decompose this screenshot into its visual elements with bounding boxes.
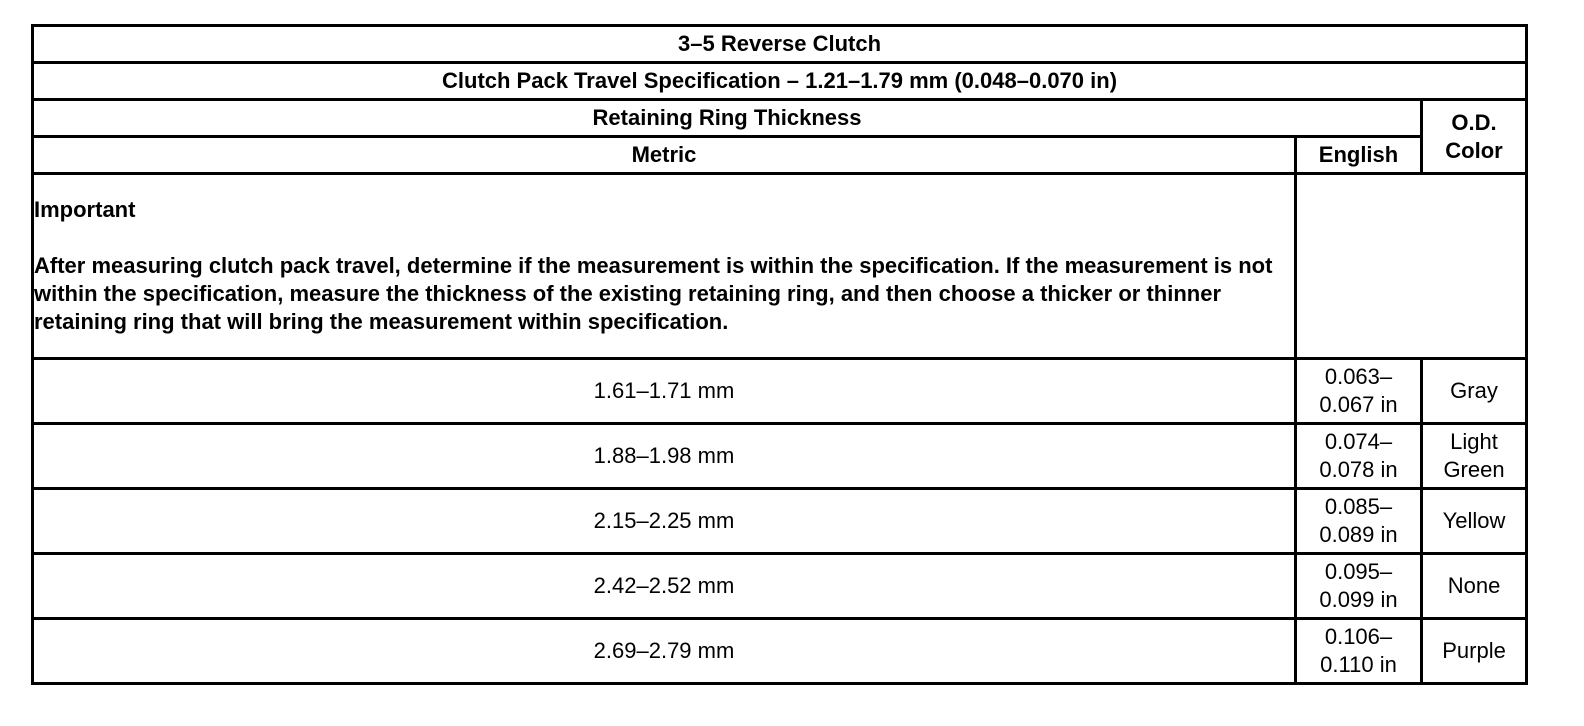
column-header-row <box>33 137 1527 174</box>
table-row <box>33 619 1527 684</box>
od-color-value <box>1422 359 1527 424</box>
important-note <box>33 174 1296 359</box>
table-title: 3–5 Reverse Clutch <box>33 26 1527 63</box>
od-color-value-line2: Green <box>1443 457 1505 482</box>
od-color-header <box>1422 100 1527 174</box>
retaining-ring-spec-table <box>31 24 1528 685</box>
metric-value: 1.88–1.98 mm <box>33 424 1296 489</box>
metric-value: 2.69–2.79 mm <box>33 619 1296 684</box>
english-value-line2: 0.110 in <box>1320 652 1397 677</box>
english-value-line1: 0.085– <box>1324 494 1393 519</box>
note-title: Important <box>34 197 136 222</box>
english-value-line1: 0.063– <box>1324 364 1393 389</box>
table-row <box>33 554 1527 619</box>
english-value-line1: 0.106– <box>1324 624 1393 649</box>
note-empty-cell <box>1296 174 1527 359</box>
od-color-header-line2: Color <box>1445 137 1503 163</box>
english-value-line1: 0.095– <box>1324 559 1393 584</box>
english-value <box>1296 489 1422 554</box>
travel-specification: Clutch Pack Travel Specification – 1.21–1.79 mm (0.048–0.070 in) <box>33 63 1527 100</box>
od-color-value-line1: Yellow <box>1442 508 1506 533</box>
english-value-line2: 0.078 in <box>1319 457 1398 482</box>
od-color-value <box>1422 424 1527 489</box>
english-value-line1: 0.074– <box>1324 429 1393 454</box>
group-header-row <box>33 100 1527 137</box>
english-value-line2: 0.067 in <box>1319 392 1398 417</box>
od-color-value <box>1422 619 1527 684</box>
table-row <box>33 359 1527 424</box>
english-value <box>1296 619 1422 684</box>
metric-value: 2.42–2.52 mm <box>33 554 1296 619</box>
english-header: English <box>1296 137 1422 174</box>
english-value <box>1296 359 1422 424</box>
table-title-row <box>33 26 1527 63</box>
note-row <box>33 174 1527 359</box>
english-value <box>1296 424 1422 489</box>
english-value-line2: 0.089 in <box>1319 522 1398 547</box>
note-body: After measuring clutch pack travel, determine if the measurement is within the specification. If the measurement is not within the specification, measure the thickness of the existing retaining ring, and then choose a thicker or thinner retaining ring that will bring the measurement within specification. <box>34 253 1273 334</box>
od-color-header-line1: O.D. <box>1451 109 1497 135</box>
metric-value: 2.15–2.25 mm <box>33 489 1296 554</box>
od-color-value-line1: Purple <box>1442 638 1506 663</box>
table-row <box>33 489 1527 554</box>
retaining-ring-thickness-header: Retaining Ring Thickness <box>33 100 1422 137</box>
english-value <box>1296 554 1422 619</box>
od-color-value-line1: Gray <box>1450 378 1498 403</box>
od-color-value <box>1422 489 1527 554</box>
english-value-line2: 0.099 in <box>1319 587 1398 612</box>
od-color-value-line1: Light <box>1450 429 1498 454</box>
metric-header: Metric <box>33 137 1296 174</box>
od-color-value <box>1422 554 1527 619</box>
metric-value: 1.61–1.71 mm <box>33 359 1296 424</box>
od-color-value-line1: None <box>1447 573 1501 598</box>
table-subtitle-row <box>33 63 1527 100</box>
table-row <box>33 424 1527 489</box>
